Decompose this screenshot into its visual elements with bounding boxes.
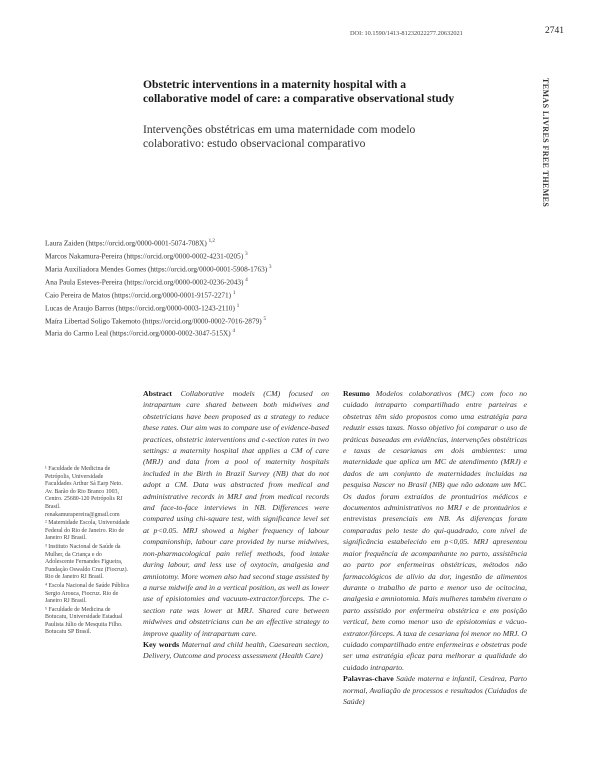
resumo-heading: Resumo (343, 389, 370, 398)
affiliation: ⁵ Faculdade de Medicina de Botucatu, Universidade Estadual Paulista Júlio de Mesquita Filho. Botucatu SP Brasil. (45, 606, 123, 636)
author[interactable]: Caio Pereira de Matos (https://orcid.org/0000-0001-9157-2271) $^1$ (45, 290, 236, 300)
abstract-portuguese (343, 388, 527, 707)
keywords (143, 639, 329, 662)
affiliation: ⁴ Escola Nacional de Saúde Pública Sergio Arouca, Fiocruz. Rio de Janeiro RJ Brasil. (45, 582, 130, 605)
affiliations (45, 466, 131, 638)
affiliation: ² Maternidade Escola, Universidade Federal do Rio de Janeiro. Rio de Janeiro RJ Brasil. (45, 520, 130, 542)
author[interactable]: Lucas de Araujo Barros (https://orcid.org/0000-0003-1243-2110) $^1$ (45, 303, 240, 313)
doi-line: DOI: 10.1590/1413-81232022277.20632021 (350, 30, 463, 37)
palavras-chave (343, 673, 527, 707)
author[interactable]: Laura Zaiden (https://orcid.org/0000-0001-5074-708X) $^{1,2}$ (45, 238, 215, 248)
keywords-heading: Key words (143, 639, 180, 649)
page-number: 2741 (545, 26, 564, 36)
palavras-chave-heading: Palavras-chave (343, 674, 394, 684)
title-english: Obstetric interventions in a maternity hospital with a collaborative model of care: a comparative observational study (143, 78, 455, 105)
abstract-english (143, 388, 329, 662)
author[interactable]: Marcos Nakamura-Pereira (https://orcid.org/0000-0002-4231-0205) $^3$ (45, 251, 248, 261)
affiliation: ¹ Faculdade de Medicina de Petrópolis, Universidade Faculdades Arthur Sá Earp Neto. Av. Barão do Rio Branco 1003, Centro. 25680-120 Petrópolis RJ Brasil. renakamurapereira@gmail.com (45, 466, 123, 518)
author[interactable]: Maria Auxiliadora Mendes Gomes (https://orcid.org/0000-0001-5908-1763) $^3$ (45, 264, 272, 274)
affiliation: ³ Instituto Nacional de Saúde da Mulher, da Criança e do Adolescente Fernandes Figueira, Fundação Oswaldo Cruz (Fiocruz). Rio de Janeiro RJ Brasil. (45, 543, 129, 581)
section-label: TEMAS LIVRES FREE THEMES (541, 78, 550, 208)
palavras-chave-text: Saúde materna e infantil, Cesárea, Parto normal, Avaliação de processos e resultados (Cuidados de Saúde) (343, 674, 527, 706)
keywords-text: Maternal and child health, Caesarean section, Delivery, Outcome and process assessment (Health Care) (143, 639, 330, 661)
author[interactable]: Maria do Carmo Leal (https://orcid.org/0000-0002-3047-515X) $^4$ (45, 328, 236, 338)
title-portuguese: Intervenções obstétricas em uma maternidade com modelo colaborativo: estudo observacional comparativo (143, 123, 416, 150)
author-list (45, 236, 345, 339)
abstract-text: Collaborative models (CM) focused on intrapartum care shared between both midwives and obstetricians have been proposed as a strategy to reduce these rates. Our aim was to compare use of evidence-based practices, obstetric interventions and c-section rates in two settings: a maternity hospital that applies a CM of care (MRJ) and data from a pool of maternity hospitals included in the Birth in Brazil Survey (NB) that do not adopt a CM. Data was abstracted from medical and administrative records in MRJ and from medical records and face-to-face interviews in NB. Differences were compared using chi-square test, with significance level set at p<0.05. MRJ showed a higher frequency of labour companionship, labour care provided by nurse midwives, non-pharmacological pain relief methods, food intake during labour, and less use of oxytocin, analgesia and amniotomy. More women also had second stage assisted by a nurse midwife and in a vertical position, as well as lower use of episiotomies and vacuum-extractor/forceps. The c-section rate was lower at MRJ. Shared care between midwives and obstetricians can be an effective strategy to improve quality of intrapartum care. (143, 389, 330, 638)
author[interactable]: Ana Paula Esteves-Pereira (https://orcid.org/0000-0002-0236-2043) $^4$ (45, 277, 248, 287)
abstract-heading: Abstract (143, 389, 173, 398)
resumo-text: Modelos colaborativos (MC) com foco no cuidado intraparto compartilhado entre parteiras e obstetras têm sido propostos como uma estratégia para reduzir essas taxas. Nosso objetivo foi comparar o uso de práticas baseadas em evidências, intervenções obstétricas e taxas de cesarianas em dois ambientes: uma maternidade que aplica um MC de atendimento (MRJ) e dados de um conjunto de maternidades incluídas na pesquisa Nascer no Brasil (NB) que não adotam um MC. Os dados foram extraídos de prontuários médicos e documentos administrativos no MRJ e de prontuários e entrevistas presenciais em NB. As diferenças foram comparadas pelo teste do qui-quadrado, com nível de significância estabelecido em p<0,05. MRJ apresentou maior frequência de acompanhante no parto, assistência ao parto por enfermeiras obstétricas, métodos não farmacológicos de alívio da dor, ingestão de alimentos durante o trabalho de parto e menor uso de ocitocina, analgesia e amniotomia. Mais mulheres também tiveram o parto assistido por enfermeira obstétrica e em posição vertical, bem como menor uso de episiotomias e vácuo-extrator/fórceps. A taxa de cesariana foi menor no MRJ. O cuidado compartilhado entre enfermeiras e obstetras pode ser uma estratégia eficaz para melhorar a qualidade do cuidado intraparto. (343, 389, 528, 672)
author[interactable]: Maíra Libertad Soligo Takemoto (https://orcid.org/0000-0002-7016-2879) $^5$ (45, 315, 267, 325)
